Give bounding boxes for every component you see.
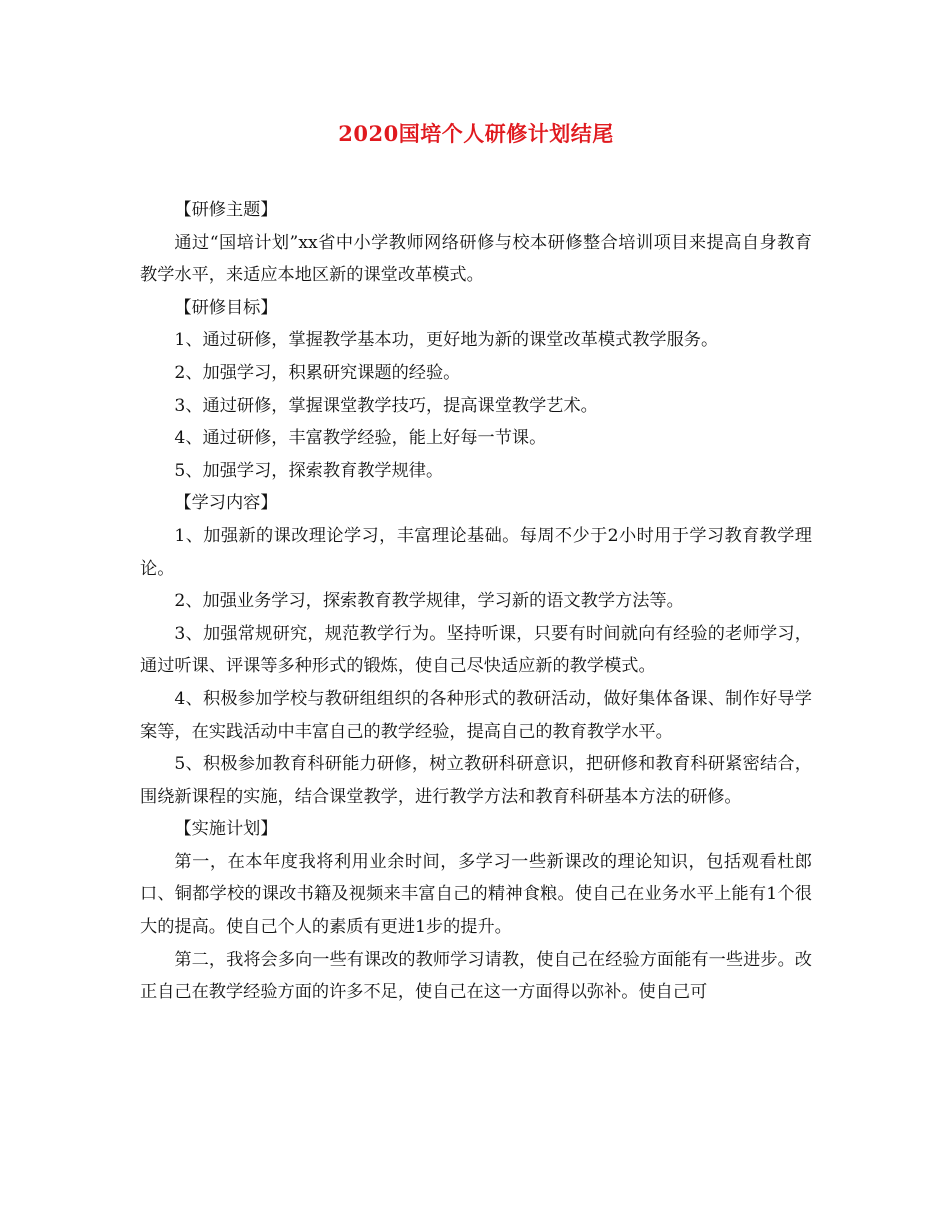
- heading-learning-content: 【学习内容】: [174, 493, 278, 514]
- list-item: 3、通过研修，掌握课堂教学技巧，提高课堂教学艺术。: [174, 395, 598, 416]
- heading-research-theme: 【研修主题】: [174, 200, 278, 220]
- document-body: [140, 194, 812, 1009]
- list-item: 3、加强常规研究，规范教学行为。坚持听课，只要有时间就向有经验的老师学习，通过听课、评课等多种形式的锻炼，使自己尽快适应新的教学模式。: [140, 623, 812, 677]
- list-item: 2、加强学习，积累研究课题的经验。: [174, 362, 461, 383]
- list-item: 5、积极参加教育科研能力研修，树立教研科研意识，把研修和教育科研紧密结合，围绕新课程的实施，结合课堂教学，进行教学方法和教育科研基本方法的研修。: [140, 754, 812, 807]
- list-item: 4、通过研修，丰富教学经验，能上好每一节课。: [174, 428, 547, 449]
- heading-implementation-plan: 【实施计划】: [174, 819, 278, 840]
- list-item: 5、加强学习，探索教育教学规律。: [174, 460, 444, 481]
- paragraph: 第二，我将会多向一些有课改的教师学习请教，使自己在经验方面能有一些进步。改正自己在教学经验方面的许多不足，使自己在这一方面得以弥补。使自己可: [140, 949, 812, 1003]
- list-item: 2、加强业务学习，探索教育教学规律，学习新的语文教学方法等。: [174, 591, 684, 612]
- list-item: 1、通过研修，掌握教学基本功，更好地为新的课堂改革模式教学服务。: [174, 330, 719, 351]
- heading-research-goals: 【研修目标】: [174, 297, 278, 318]
- document-title: 2020国培个人研修计划结尾: [338, 121, 614, 146]
- document-page: [140, 118, 812, 1009]
- paragraph: 通过“国培计划”xx省中小学教师网络研修与校本研修整合培训项目来提高自身教育教学水平，来适应本地区新的课堂改革模式。: [140, 232, 812, 286]
- paragraph: 第一，在本年度我将利用业余时间，多学习一些新课改的理论知识，包括观看杜郎口、铜都学校的课改书籍及视频来丰富自己的精神食粮。使自己在业务水平上能有1个很大的提高。使自己个人的素质有更进1步的提升。: [140, 851, 812, 938]
- list-item: 4、积极参加学校与教研组组织的各种形式的教研活动，做好集体备课、制作好导学案等，在实践活动中丰富自己的教学经验，提高自己的教育教学水平。: [140, 688, 812, 742]
- list-item: 1、加强新的课改理论学习，丰富理论基础。每周不少于2小时用于学习教育教学理论。: [140, 525, 812, 579]
